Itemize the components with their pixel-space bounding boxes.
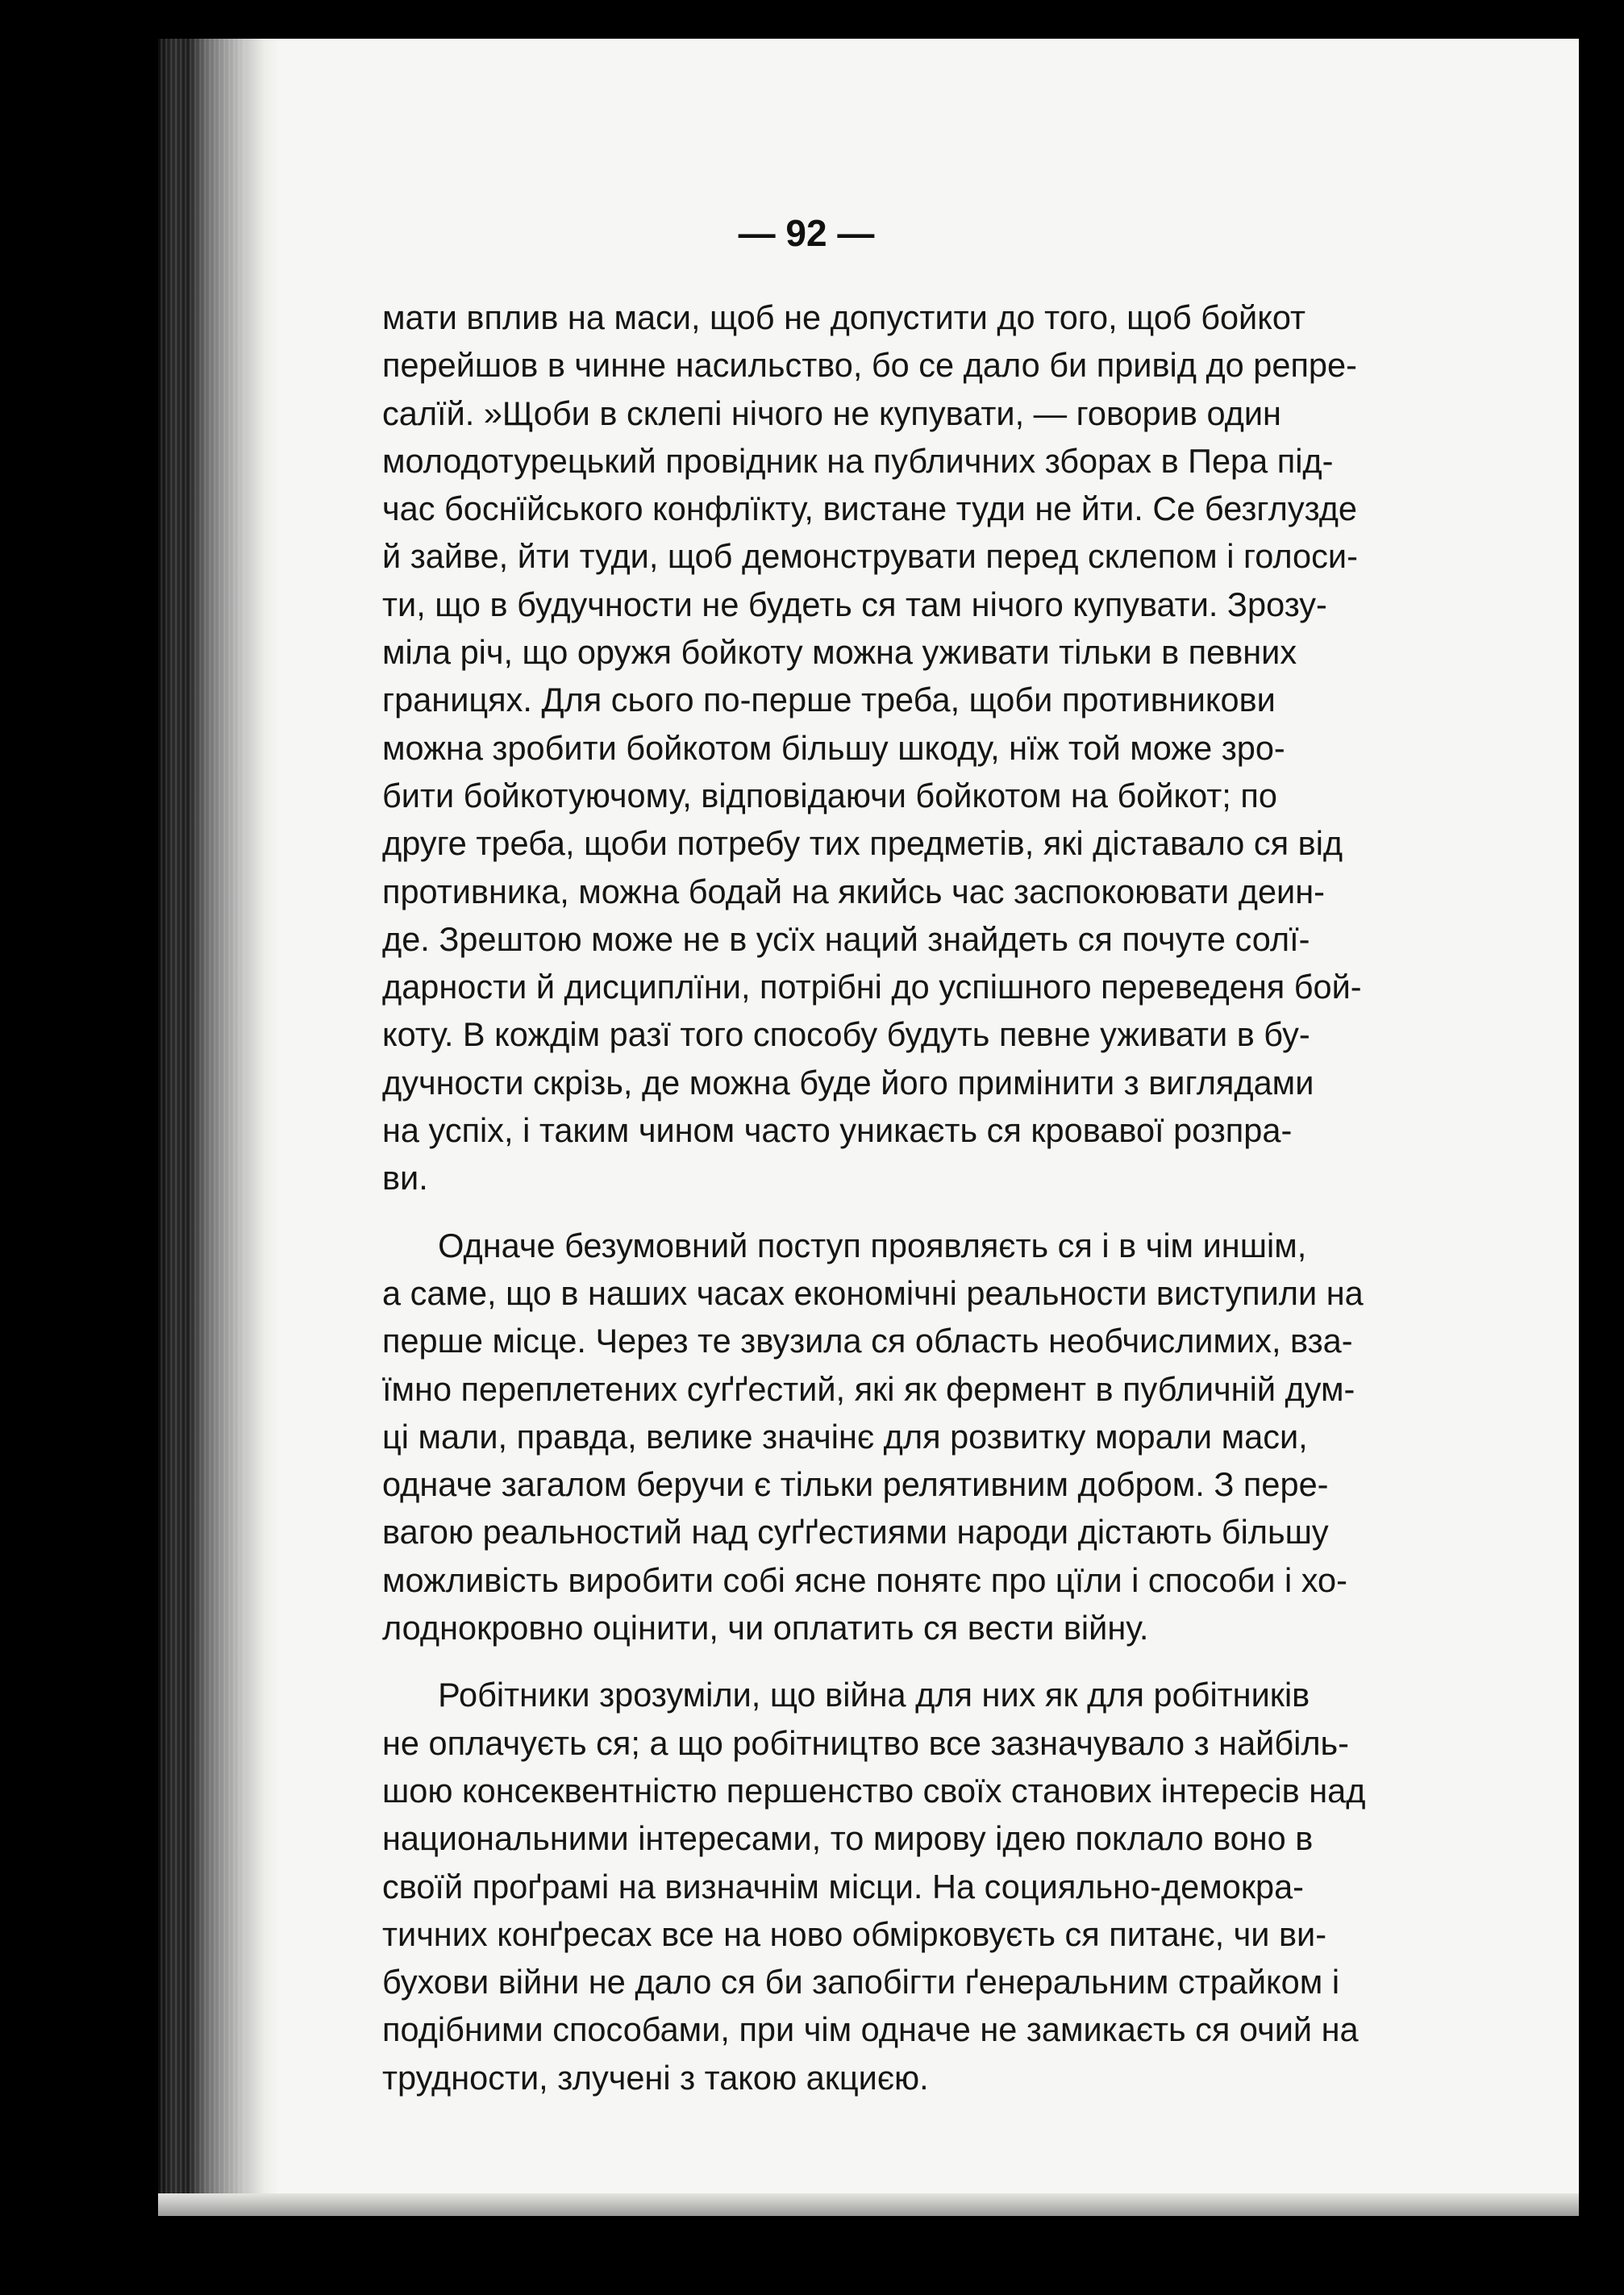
text-line: коту. В кождім разї того способу будуть певне уживати в бу- [382, 1015, 1310, 1054]
text-line: одначе загалом беручи є тільки релятивним добром. З пере- [382, 1465, 1329, 1504]
text-line: перше місце. Через те звузила ся область необчислимих, вза- [382, 1322, 1353, 1360]
text-line: бити бойкотуючому, відповідаючи бойкотом на бойкот; по [382, 776, 1277, 814]
paragraph-2 [382, 1222, 1589, 1652]
page-bottom-edge [158, 2193, 1579, 2216]
paragraph-gap [382, 1651, 1589, 1671]
text-line: своїй проґрамі на визначнім місци. На социяльно-демокра- [382, 1867, 1304, 1906]
text-line: міла річ, що оружя бойкоту можна уживати тільки в певних [382, 633, 1297, 672]
text-line: час боснїйського конфлїкту, вистане туди не йти. Се безглузде [382, 489, 1358, 528]
text-line: ïмно переплетених суґґестий, які як фермент в публичній дум- [382, 1369, 1355, 1408]
text-line: салїй. »Щоби в склепі нічого не купувати, — говорив один [382, 394, 1281, 432]
text-line: молодотурецький провідник на публичних зборах в Пера під- [382, 441, 1334, 480]
text-line: тичних конґресах все на ново обмірковуєть ся питанє, чи ви- [382, 1914, 1327, 1953]
text-line: й зайве, йти туди, щоб демонструвати перед склепом і голоси- [382, 537, 1358, 576]
paragraph-3 [382, 1671, 1589, 2101]
text-line: мати вплив на маси, щоб не допустити до того, щоб бойкот [382, 298, 1306, 336]
body-text [382, 294, 1589, 2101]
text-line: бухови війни не дало ся би запобігти ґенеральним страйком і [382, 1963, 1340, 2001]
text-line: Робітники зрозуміли, що війна для них як для робітників [382, 1676, 1310, 1714]
text-line: дучности скрізь, де можна буде його примінити з виглядами [382, 1063, 1314, 1102]
text-line: друге треба, щоби потребу тих предметів, які діставало ся від [382, 824, 1343, 863]
text-line: ти, що в будучности не будеть ся там нічого купувати. Зрозу- [382, 585, 1327, 623]
text-line: на успіх, і таким чином часто уникаєть ся кровавої розпра- [382, 1111, 1293, 1150]
text-line: перейшов в чинне насильство, бо се дало би привід до репре- [382, 346, 1357, 385]
text-line: а саме, що в наших часах економічні реальности виступили на [382, 1273, 1364, 1312]
text-line: противника, можна бодай на якийсь час заспокоювати деин- [382, 872, 1325, 910]
binding-streaks [158, 39, 247, 2216]
text-line: ці мали, правда, велике значінє для розвитку морали маси, [382, 1417, 1308, 1456]
text-line: подібними способами, при чім одначе не замикаєть ся очий на [382, 2010, 1359, 2049]
text-line: вагою реальностий над суґґестиями народи дістають більшу [382, 1513, 1329, 1552]
text-line: Одначе безумовний поступ проявляєть ся і в чім иншім, [382, 1226, 1307, 1264]
text-line: национальними інтересами, то мирову ідею поклало воно в [382, 1819, 1314, 1858]
text-line: можливість виробити собі ясне понятє про цїли і способи і хо- [382, 1560, 1347, 1599]
paragraph-1 [382, 294, 1589, 1202]
text-line: не оплачуєть ся; а що робітництво все зазначувало з найбіль- [382, 1723, 1349, 1762]
text-line: границях. Для сього по-перше треба, щоби противникови [382, 681, 1276, 719]
text-line: де. Зрештою може не в усїх наций знайдеть ся почуте солї- [382, 919, 1310, 958]
text-line: дарности й дисциплїни, потрібні до успішного переведеня бой- [382, 968, 1362, 1006]
text-line: трудности, злучені з такою акциєю. [382, 2058, 929, 2097]
text-line: можна зробити бойкотом більшу шкоду, нїж той може зро- [382, 728, 1285, 767]
paragraph-gap [382, 1202, 1589, 1222]
page-number: — 92 — [738, 212, 875, 254]
text-line: лоднокровно оцінити, чи оплатить ся вести війну. [382, 1609, 1149, 1647]
text-line: шою консеквентністю першенство своїх станових інтересів над [382, 1771, 1366, 1810]
text-line: ви. [382, 1159, 428, 1197]
